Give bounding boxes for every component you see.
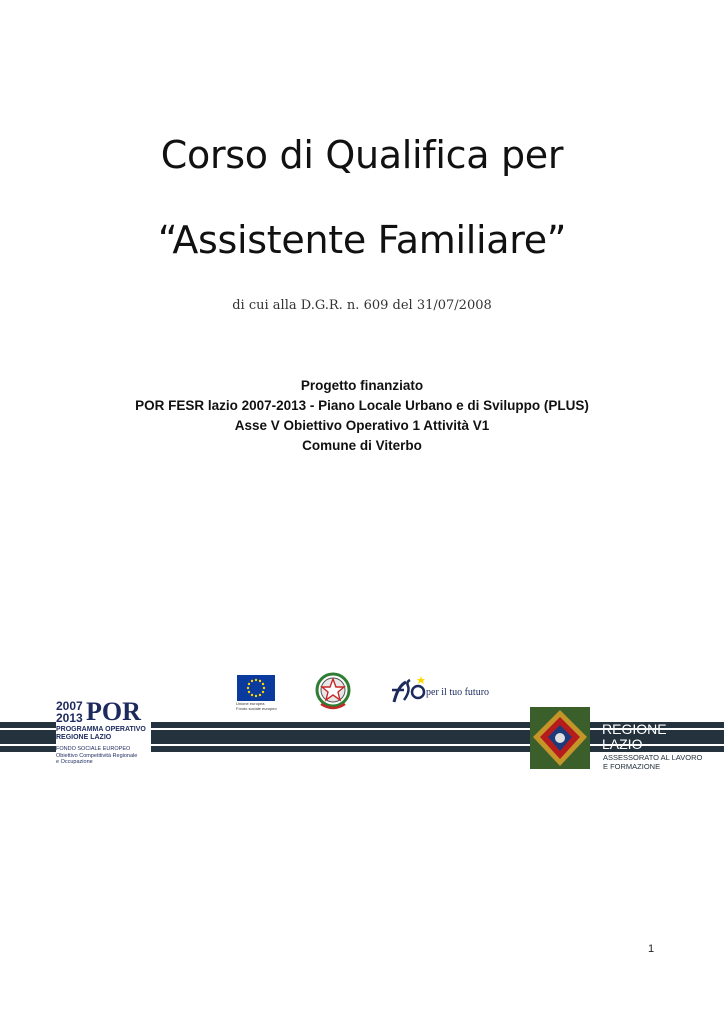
- regione-assessorato: [603, 754, 702, 771]
- por-fse-line-3: e Occupazione: [56, 759, 93, 765]
- title-line-1: Corso di Qualifica per: [160, 133, 564, 177]
- project-line-1: Progetto finanziato: [300, 378, 424, 393]
- por-fse-text: [56, 746, 137, 766]
- assessorato-line-2: E FORMAZIONE: [603, 761, 661, 771]
- por-years: 2007 2013: [56, 699, 83, 725]
- eu-flag-icon: [237, 675, 275, 701]
- por-fse-line-2: Obiettivo Competitività Regionale: [56, 752, 138, 759]
- eu-caption-line-2: Fondo sociale europeo: [236, 706, 277, 711]
- fse-mark-icon: [388, 672, 428, 712]
- regione-lazio-name: [602, 722, 667, 752]
- por-programme: [56, 726, 146, 742]
- page-number: 1: [648, 943, 655, 955]
- project-line-4: Comune di Viterbo: [302, 438, 422, 453]
- assessorato-line-1: ASSESSORATO AL LAVORO: [603, 753, 703, 762]
- project-line-2: POR FESR lazio 2007-2013 - Piano Locale Urbano e di Sviluppo (PLUS): [135, 398, 589, 413]
- regione-name-line-1: REGIONE: [602, 721, 667, 737]
- regione-lazio-crest-icon: [528, 705, 592, 771]
- subtitle-dgr: di cui alla D.G.R. n. 609 del 31/07/2008: [232, 298, 492, 313]
- por-word: POR: [86, 697, 141, 726]
- por-logo: [56, 697, 151, 778]
- por-programme-line-1: PROGRAMMA OPERATIVO: [56, 726, 146, 733]
- eu-caption: [236, 701, 280, 711]
- italian-republic-emblem-icon: [313, 670, 353, 714]
- eu-caption-line-1: Unione europea: [236, 701, 265, 706]
- title-line-2: “Assistente Familiare”: [157, 218, 567, 262]
- fse-tagline: per il tuo futuro: [426, 687, 490, 698]
- regione-name-line-2: LAZIO: [602, 736, 643, 752]
- project-block: [0, 376, 724, 456]
- project-line-3: Asse V Obiettivo Operativo 1 Attività V1: [234, 418, 490, 433]
- por-fse-line-1: FONDO SOCIALE EUROPEO: [56, 746, 131, 752]
- por-programme-line-2: REGIONE LAZIO: [56, 734, 112, 741]
